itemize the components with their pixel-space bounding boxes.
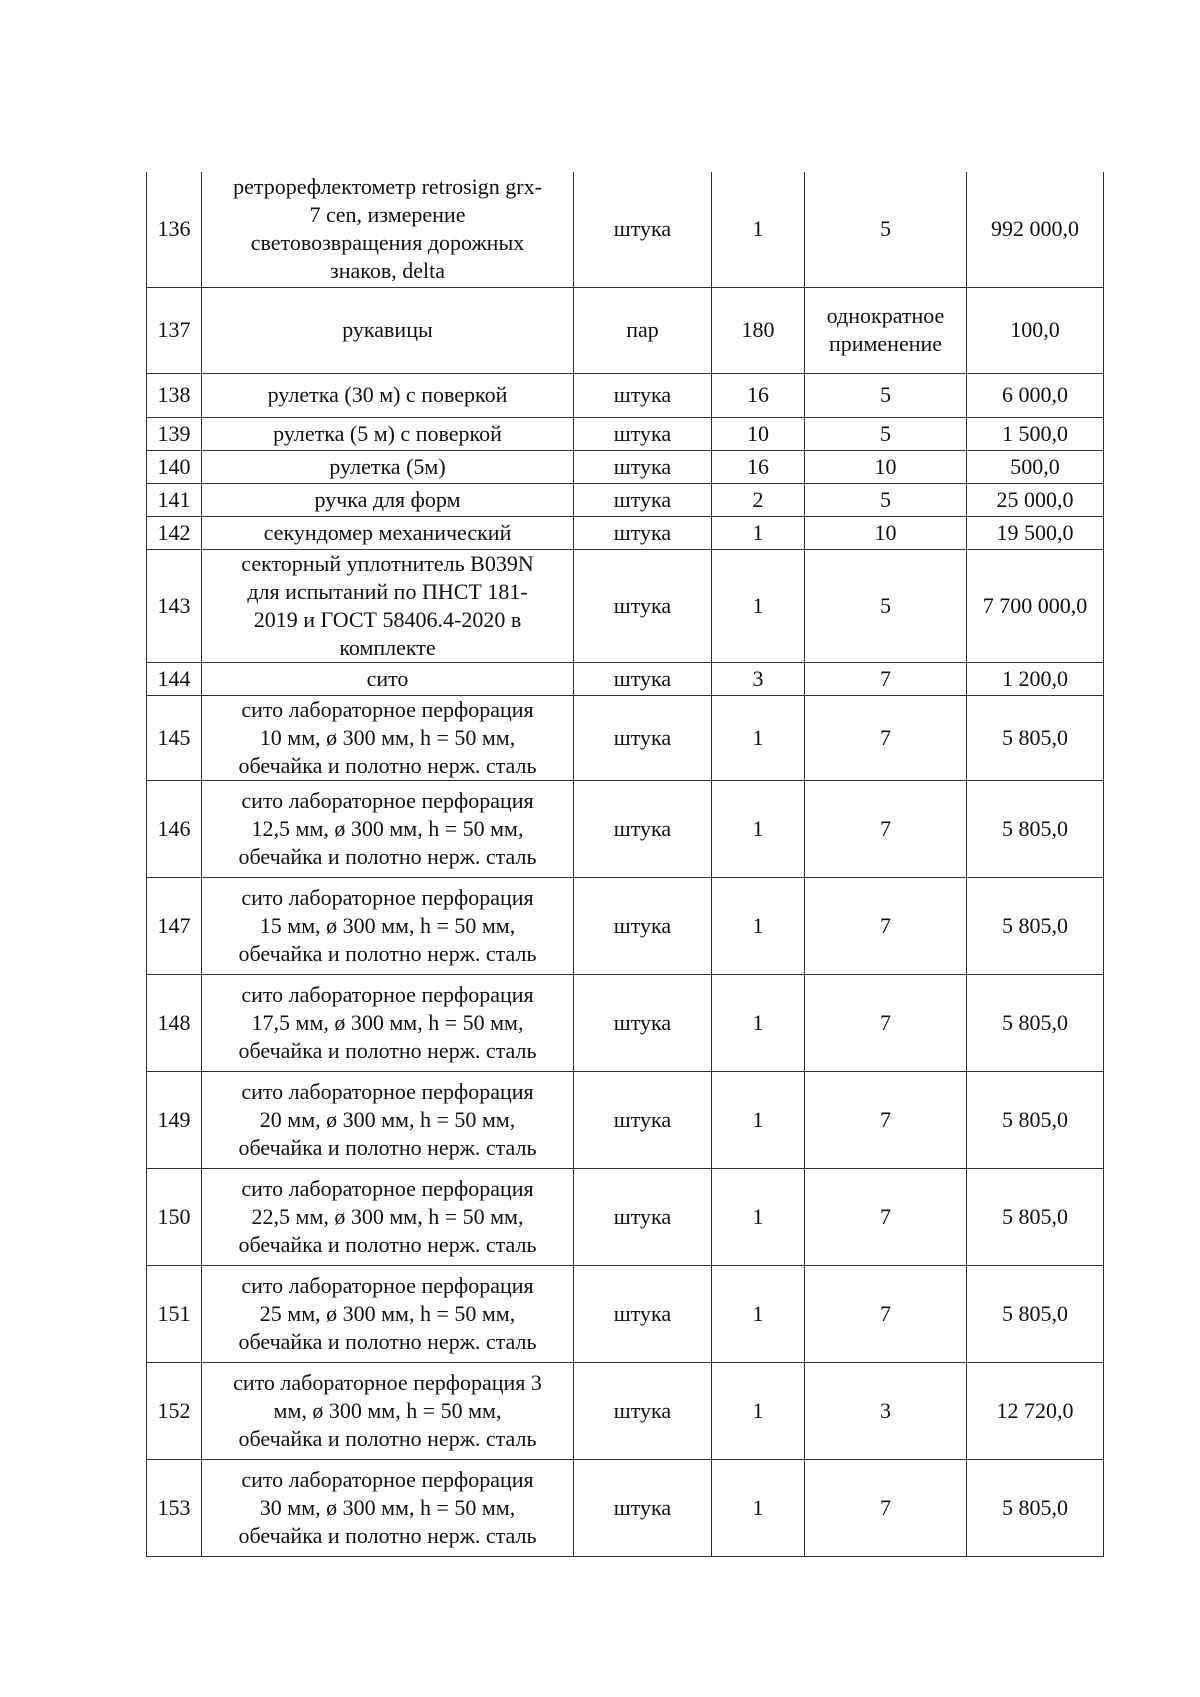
price-cell: 992 000,0 bbox=[967, 172, 1104, 287]
quantity-cell: 1 bbox=[712, 516, 805, 549]
table-row bbox=[147, 1362, 1104, 1459]
item-name-cell: сито лабораторное перфорация 12,5 мм, ø 300 мм, h = 50 мм, обечайка и полотно нерж. сталь bbox=[202, 780, 574, 877]
table-row bbox=[147, 877, 1104, 974]
service-life-cell: 7 bbox=[805, 695, 967, 780]
unit-cell: штука bbox=[574, 483, 712, 516]
price-cell: 1 500,0 bbox=[967, 417, 1104, 450]
unit-cell: штука bbox=[574, 662, 712, 695]
item-name-cell: рулетка (5 м) с поверкой bbox=[202, 417, 574, 450]
quantity-cell: 180 bbox=[712, 287, 805, 373]
price-cell: 5 805,0 bbox=[967, 1265, 1104, 1362]
quantity-cell: 1 bbox=[712, 1265, 805, 1362]
table-row bbox=[147, 483, 1104, 516]
row-number-cell: 149 bbox=[147, 1071, 202, 1168]
unit-cell: штука bbox=[574, 1459, 712, 1556]
row-number-cell: 145 bbox=[147, 695, 202, 780]
unit-cell: штука bbox=[574, 373, 712, 417]
price-cell: 5 805,0 bbox=[967, 780, 1104, 877]
item-name-cell: сито лабораторное перфорация 30 мм, ø 300 мм, h = 50 мм, обечайка и полотно нерж. сталь bbox=[202, 1459, 574, 1556]
quantity-cell: 16 bbox=[712, 450, 805, 483]
item-name-cell: ретрорефлектометр retrosign grx- 7 cen, измерение световозвращения дорожных знаков, delta bbox=[202, 172, 574, 287]
quantity-cell: 1 bbox=[712, 549, 805, 662]
item-name-cell: рулетка (30 м) с поверкой bbox=[202, 373, 574, 417]
unit-cell: штука bbox=[574, 1362, 712, 1459]
table-row bbox=[147, 974, 1104, 1071]
service-life-cell: 5 bbox=[805, 483, 967, 516]
price-cell: 6 000,0 bbox=[967, 373, 1104, 417]
table-row bbox=[147, 450, 1104, 483]
quantity-cell: 1 bbox=[712, 1362, 805, 1459]
unit-cell: штука bbox=[574, 780, 712, 877]
table-row bbox=[147, 1071, 1104, 1168]
quantity-cell: 3 bbox=[712, 662, 805, 695]
quantity-cell: 16 bbox=[712, 373, 805, 417]
unit-cell: штука bbox=[574, 516, 712, 549]
service-life-cell: однократное применение bbox=[805, 287, 967, 373]
equipment-table-body bbox=[147, 172, 1104, 1556]
item-name-cell: рулетка (5м) bbox=[202, 450, 574, 483]
item-name-cell: сито лабораторное перфорация 3 мм, ø 300 мм, h = 50 мм, обечайка и полотно нерж. сталь bbox=[202, 1362, 574, 1459]
table-row bbox=[147, 1168, 1104, 1265]
quantity-cell: 1 bbox=[712, 1459, 805, 1556]
service-life-cell: 10 bbox=[805, 516, 967, 549]
table-row bbox=[147, 172, 1104, 287]
quantity-cell: 1 bbox=[712, 1168, 805, 1265]
item-name-cell: сито лабораторное перфорация 20 мм, ø 300 мм, h = 50 мм, обечайка и полотно нерж. сталь bbox=[202, 1071, 574, 1168]
item-name-cell: сито лабораторное перфорация 17,5 мм, ø 300 мм, h = 50 мм, обечайка и полотно нерж. сталь bbox=[202, 974, 574, 1071]
unit-cell: штука bbox=[574, 549, 712, 662]
table-row bbox=[147, 1459, 1104, 1556]
price-cell: 25 000,0 bbox=[967, 483, 1104, 516]
price-cell: 1 200,0 bbox=[967, 662, 1104, 695]
row-number-cell: 139 bbox=[147, 417, 202, 450]
row-number-cell: 148 bbox=[147, 974, 202, 1071]
price-cell: 100,0 bbox=[967, 287, 1104, 373]
service-life-cell: 7 bbox=[805, 780, 967, 877]
row-number-cell: 146 bbox=[147, 780, 202, 877]
service-life-cell: 5 bbox=[805, 172, 967, 287]
service-life-cell: 5 bbox=[805, 417, 967, 450]
equipment-table bbox=[146, 172, 1104, 1557]
unit-cell: штука bbox=[574, 877, 712, 974]
item-name-cell: сито лабораторное перфорация 22,5 мм, ø 300 мм, h = 50 мм, обечайка и полотно нерж. сталь bbox=[202, 1168, 574, 1265]
unit-cell: штука bbox=[574, 450, 712, 483]
price-cell: 19 500,0 bbox=[967, 516, 1104, 549]
table-row bbox=[147, 695, 1104, 780]
quantity-cell: 1 bbox=[712, 877, 805, 974]
price-cell: 5 805,0 bbox=[967, 695, 1104, 780]
price-cell: 5 805,0 bbox=[967, 1168, 1104, 1265]
price-cell: 5 805,0 bbox=[967, 1071, 1104, 1168]
service-life-cell: 5 bbox=[805, 373, 967, 417]
row-number-cell: 150 bbox=[147, 1168, 202, 1265]
price-cell: 5 805,0 bbox=[967, 1459, 1104, 1556]
item-name-cell: сито лабораторное перфорация 15 мм, ø 300 мм, h = 50 мм, обечайка и полотно нерж. сталь bbox=[202, 877, 574, 974]
unit-cell: штука bbox=[574, 695, 712, 780]
quantity-cell: 1 bbox=[712, 695, 805, 780]
unit-cell: штука bbox=[574, 974, 712, 1071]
table-row bbox=[147, 516, 1104, 549]
service-life-cell: 7 bbox=[805, 1459, 967, 1556]
quantity-cell: 1 bbox=[712, 172, 805, 287]
row-number-cell: 141 bbox=[147, 483, 202, 516]
table-row bbox=[147, 287, 1104, 373]
service-life-cell: 7 bbox=[805, 1168, 967, 1265]
price-cell: 500,0 bbox=[967, 450, 1104, 483]
row-number-cell: 136 bbox=[147, 172, 202, 287]
quantity-cell: 1 bbox=[712, 780, 805, 877]
price-cell: 5 805,0 bbox=[967, 974, 1104, 1071]
item-name-cell: сито лабораторное перфорация 25 мм, ø 300 мм, h = 50 мм, обечайка и полотно нерж. сталь bbox=[202, 1265, 574, 1362]
service-life-cell: 7 bbox=[805, 877, 967, 974]
row-number-cell: 142 bbox=[147, 516, 202, 549]
unit-cell: штука bbox=[574, 417, 712, 450]
item-name-cell: секундомер механический bbox=[202, 516, 574, 549]
service-life-cell: 7 bbox=[805, 974, 967, 1071]
item-name-cell: секторный уплотнитель B039N для испытаний по ПНСТ 181- 2019 и ГОСТ 58406.4-2020 в комплекте bbox=[202, 549, 574, 662]
row-number-cell: 153 bbox=[147, 1459, 202, 1556]
table-row bbox=[147, 1265, 1104, 1362]
item-name-cell: сито bbox=[202, 662, 574, 695]
price-cell: 12 720,0 bbox=[967, 1362, 1104, 1459]
quantity-cell: 2 bbox=[712, 483, 805, 516]
unit-cell: пар bbox=[574, 287, 712, 373]
quantity-cell: 1 bbox=[712, 1071, 805, 1168]
item-name-cell: ручка для форм bbox=[202, 483, 574, 516]
row-number-cell: 144 bbox=[147, 662, 202, 695]
table-row bbox=[147, 549, 1104, 662]
table-row bbox=[147, 662, 1104, 695]
service-life-cell: 10 bbox=[805, 450, 967, 483]
row-number-cell: 147 bbox=[147, 877, 202, 974]
row-number-cell: 137 bbox=[147, 287, 202, 373]
table-row bbox=[147, 780, 1104, 877]
service-life-cell: 7 bbox=[805, 1071, 967, 1168]
quantity-cell: 10 bbox=[712, 417, 805, 450]
row-number-cell: 138 bbox=[147, 373, 202, 417]
unit-cell: штука bbox=[574, 1265, 712, 1362]
item-name-cell: сито лабораторное перфорация 10 мм, ø 300 мм, h = 50 мм, обечайка и полотно нерж. сталь bbox=[202, 695, 574, 780]
row-number-cell: 143 bbox=[147, 549, 202, 662]
unit-cell: штука bbox=[574, 172, 712, 287]
price-cell: 5 805,0 bbox=[967, 877, 1104, 974]
row-number-cell: 140 bbox=[147, 450, 202, 483]
unit-cell: штука bbox=[574, 1168, 712, 1265]
table-row bbox=[147, 373, 1104, 417]
item-name-cell: рукавицы bbox=[202, 287, 574, 373]
service-life-cell: 7 bbox=[805, 1265, 967, 1362]
quantity-cell: 1 bbox=[712, 974, 805, 1071]
row-number-cell: 152 bbox=[147, 1362, 202, 1459]
row-number-cell: 151 bbox=[147, 1265, 202, 1362]
table-row bbox=[147, 417, 1104, 450]
service-life-cell: 7 bbox=[805, 662, 967, 695]
service-life-cell: 5 bbox=[805, 549, 967, 662]
price-cell: 7 700 000,0 bbox=[967, 549, 1104, 662]
service-life-cell: 3 bbox=[805, 1362, 967, 1459]
unit-cell: штука bbox=[574, 1071, 712, 1168]
